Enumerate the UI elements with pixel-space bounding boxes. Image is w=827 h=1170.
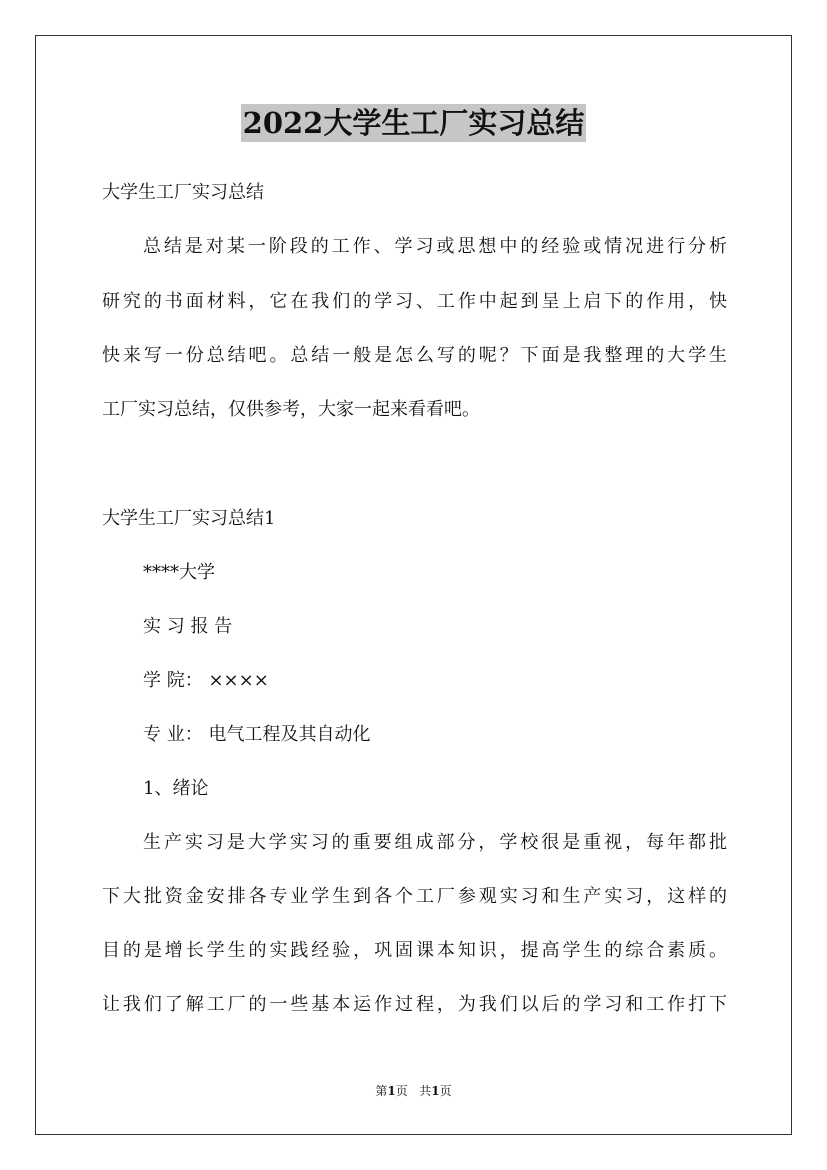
document-title-text: 2022大学生工厂实习总结 xyxy=(242,106,585,140)
document-title xyxy=(0,103,827,142)
intro-line: 总结是对某一阶段的工作、学习或思想中的经验或情况进行分析 xyxy=(143,236,727,257)
intro-line: 工厂实习总结，仅供参考，大家一起来看看吧。 xyxy=(102,399,480,420)
body-line: 下大批资金安排各专业学生到各个工厂参观实习和生产实习，这样的 xyxy=(102,886,727,907)
total-number: 1 xyxy=(431,1084,440,1098)
college-line: 学 院： ×××× xyxy=(143,670,269,691)
page-footer xyxy=(0,1083,827,1099)
page-number: 1 xyxy=(387,1084,396,1098)
university-name: ****大学 xyxy=(143,562,215,583)
page-suffix: 页 xyxy=(395,1084,408,1098)
body-line: 目的是增长学生的实践经验，巩固课本知识，提高学生的综合素质。 xyxy=(102,940,727,961)
total-suffix: 页 xyxy=(439,1084,452,1098)
intro-heading: 1、绪论 xyxy=(143,778,209,799)
report-label: 实 习 报 告 xyxy=(143,616,233,637)
section-heading: 大学生工厂实习总结1 xyxy=(102,508,276,529)
page-prefix: 第 xyxy=(375,1084,388,1098)
total-prefix: 共 xyxy=(419,1084,432,1098)
intro-line: 快来写一份总结吧。总结一般是怎么写的呢？下面是我整理的大学生 xyxy=(102,345,727,366)
document-heading: 大学生工厂实习总结 xyxy=(102,182,264,203)
major-line: 专 业： 电气工程及其自动化 xyxy=(143,724,371,745)
body-line: 生产实习是大学实习的重要组成部分，学校很是重视，每年都批 xyxy=(143,832,727,853)
body-line: 让我们了解工厂的一些基本运作过程，为我们以后的学习和工作打下 xyxy=(102,994,727,1015)
intro-line: 研究的书面材料，它在我们的学习、工作中起到呈上启下的作用，快 xyxy=(102,291,727,312)
